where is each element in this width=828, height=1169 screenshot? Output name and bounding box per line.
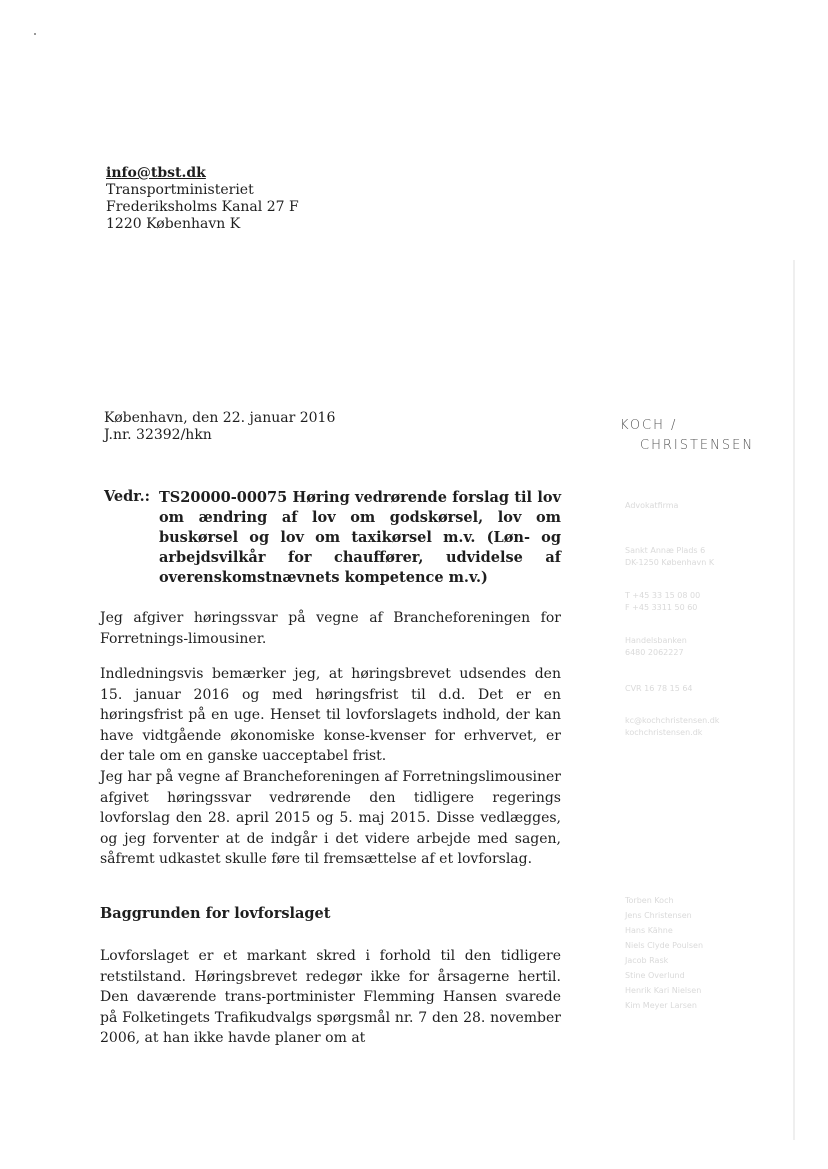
sidebar-website: kochchristensen.dk <box>625 728 703 737</box>
partner-name: Niels Clyde Poulsen <box>625 941 704 950</box>
sidebar-cvr: CVR 16 78 15 64 <box>625 684 693 693</box>
partner-name: Torben Koch <box>625 896 674 905</box>
letter-date: København, den 22. januar 2016 <box>104 410 336 426</box>
sidebar-address <box>625 545 795 569</box>
sidebar-phone: T +45 33 15 08 00 <box>625 591 701 600</box>
paragraph-3: Jeg har på vegne af Brancheforeningen af Forretningslimousiner afgivet høringssvar vedrørende den tidligere regerings lovforslag den 28. april 2015 og 5. maj 2015. Disse vedlægges, og jeg forventer at de indgår i det videre arbejde med sagen, såfremt udkastet skulle føre til fremsættelse af et lovforslag. <box>100 769 561 867</box>
subject-text: TS20000-00075 Høring vedrørende forslag til lov om ændring af lov om godskørsel, lov om buskørsel og lov om taxikørsel m.v. (Løn- og arbejdsvilkår for chauffører, udvidelse af overenskomstnævnets kompetence m.v.) <box>159 489 561 586</box>
recipient-city: 1220 København K <box>106 216 241 232</box>
sidebar-partners <box>625 893 795 1013</box>
partner-name: Kim Meyer Larsen <box>625 1001 697 1010</box>
paragraph-2: Indledningsvis bemærker jeg, at høringsbrevet udsendes den 15. januar 2016 og med høringsfrist til d.d. Det er en høringsfrist på en uge. Henset til lovforslagets indhold, der kan have vidtgående økonomiske konse-kvenser for erhvervet, er der tale om en ganske uacceptabel frist. <box>100 666 561 764</box>
partner-name: Jens Christensen <box>625 911 692 920</box>
recipient-email-link[interactable]: info@tbst.dk <box>106 165 206 181</box>
sidebar-fax: F +45 3311 50 60 <box>625 603 698 612</box>
letter-meta <box>104 410 335 444</box>
partner-name: Jacob Rask <box>625 956 669 965</box>
sidebar-email: kc@kochchristensen.dk <box>625 716 720 725</box>
paragraph-1: Jeg afgiver høringssvar på vegne af Brancheforeningen for Forretnings-limousiner. <box>100 610 561 647</box>
recipient-address <box>106 165 299 233</box>
sidebar-address-line: Sankt Annæ Plads 6 <box>625 546 706 555</box>
scan-edge-shadow <box>793 260 795 1140</box>
sidebar-address-line: DK-1250 København K <box>625 558 715 567</box>
paragraph-4: Lovforslaget er et markant skred i forhold til den tidligere retstilstand. Høringsbrevet redegør ikke for årsagerne hertil. Den daværende trans-portminister Flemming Hansen svarede på Folketingets Trafikudvalgs spørgsmål nr. 7 den 28. november 2006, at han ikke havde planer om at <box>100 948 561 1046</box>
sidebar-web <box>625 715 795 739</box>
recipient-street: Frederiksholms Kanal 27 F <box>106 199 299 215</box>
journal-number: J.nr. 32392/hkn <box>104 427 212 443</box>
partner-name: Hans Kähne <box>625 926 673 935</box>
sidebar-phones <box>625 590 795 614</box>
sidebar-bank-name: Handelsbanken <box>625 636 687 645</box>
section-heading: Baggrunden for lovforslaget <box>100 905 331 922</box>
sidebar-firm: Advokatfirma <box>625 501 679 510</box>
logo-line-2: CHRISTENSEN <box>640 438 755 453</box>
sidebar-bank-account: 6480 2062227 <box>625 648 684 657</box>
subject-label: Vedr.: <box>104 488 150 505</box>
partner-name: Henrik Kari Nielsen <box>625 986 702 995</box>
scan-speck <box>34 33 36 35</box>
partner-name: Stine Overlund <box>625 971 685 980</box>
sidebar-bank <box>625 635 795 659</box>
logo-line-1: KOCH / <box>620 418 678 433</box>
recipient-name: Transportministeriet <box>106 182 254 198</box>
